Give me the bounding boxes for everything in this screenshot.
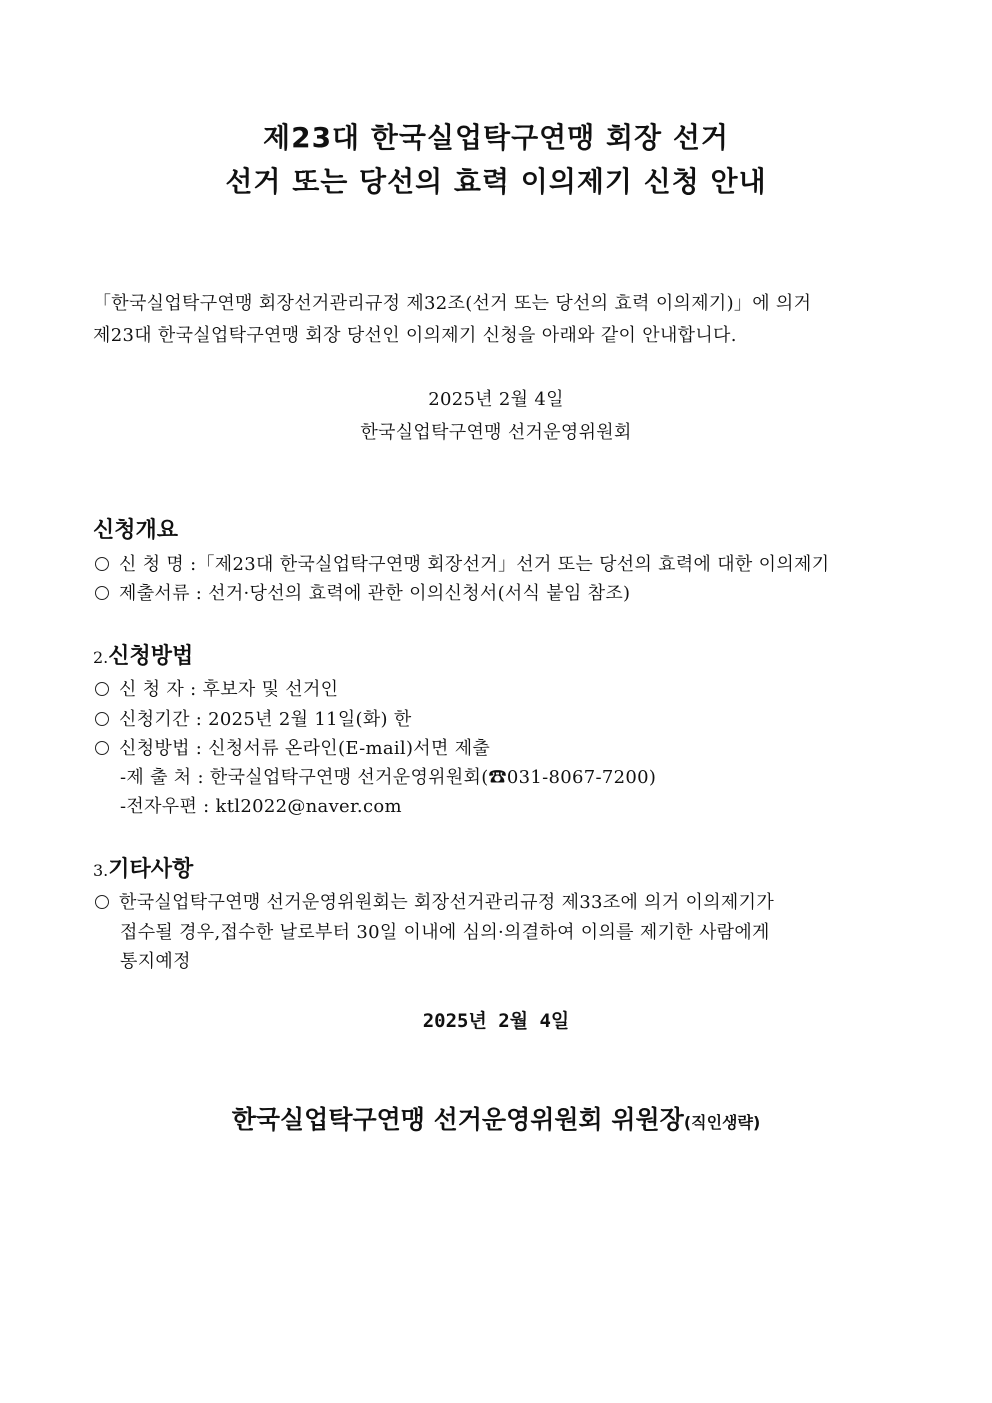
notice-date: 2025년 2월 4일	[428, 389, 564, 410]
title-line-1: 제23대 한국실업탁구연맹 회장 선거	[263, 121, 729, 154]
section1-item-1: 신 청 명 :「제23대 한국실업탁구연맹 회장선거」선거 또는 당선의 효력에 대한 이의제기	[95, 550, 829, 576]
circle-bullet-icon	[95, 557, 109, 571]
circle-bullet-icon	[95, 682, 109, 696]
signature: 한국실업탁구연맹 선거운영위원회 위원장(직인생략)	[231, 1105, 761, 1134]
section3-heading: 3.기타사항	[93, 857, 194, 882]
section1-heading: 신청개요	[93, 518, 179, 543]
section3-item-line-1: 한국실업탁구연맹 선거운영위원회는 회장선거관리규정 제33조에 의거 이의제기가	[95, 888, 774, 914]
circle-bullet-icon	[95, 712, 109, 726]
title-line-2: 선거 또는 당선의 효력 이의제기 신청 안내	[225, 165, 767, 198]
circle-bullet-icon	[95, 895, 109, 909]
section2-heading: 2.신청방법	[93, 644, 194, 669]
circle-bullet-icon	[95, 586, 109, 600]
section2-sub-item-2: -전자우편 : ktl2022@naver.com	[120, 796, 402, 817]
section3-item-line-2: 접수될 경우,접수한 날로부터 30일 이내에 심의·의결하여 이의를 제기한 사람에게	[120, 922, 770, 943]
section3-item-line-3: 통지예정	[120, 951, 191, 972]
section2-sub-item-1: -제 출 처 : 한국실업탁구연맹 선거운영위원회(☎031-8067-7200)	[120, 767, 657, 788]
section2-item-3: 신청방법 : 신청서류 온라인(E-mail)서면 제출	[95, 734, 490, 760]
section1-item-2: 제출서류 : 선거·당선의 효력에 관한 이의신청서(서식 붙임 참조)	[95, 579, 630, 605]
closing-date: 2025년 2월 4일	[422, 1010, 570, 1032]
section2-item-1: 신 청 자 : 후보자 및 선거인	[95, 675, 338, 701]
section2-item-2: 신청기간 : 2025년 2월 11일(화) 한	[95, 705, 412, 731]
intro-line-2: 제23대 한국실업탁구연맹 회장 당선인 이의제기 신청을 아래와 같이 안내합니다.	[93, 325, 737, 346]
circle-bullet-icon	[95, 741, 109, 755]
intro-line-1: 「한국실업탁구연맹 회장선거관리규정 제32조(선거 또는 당선의 효력 이의제기)」에 의거	[93, 293, 812, 314]
notice-org: 한국실업탁구연맹 선거운영위원회	[360, 422, 632, 443]
